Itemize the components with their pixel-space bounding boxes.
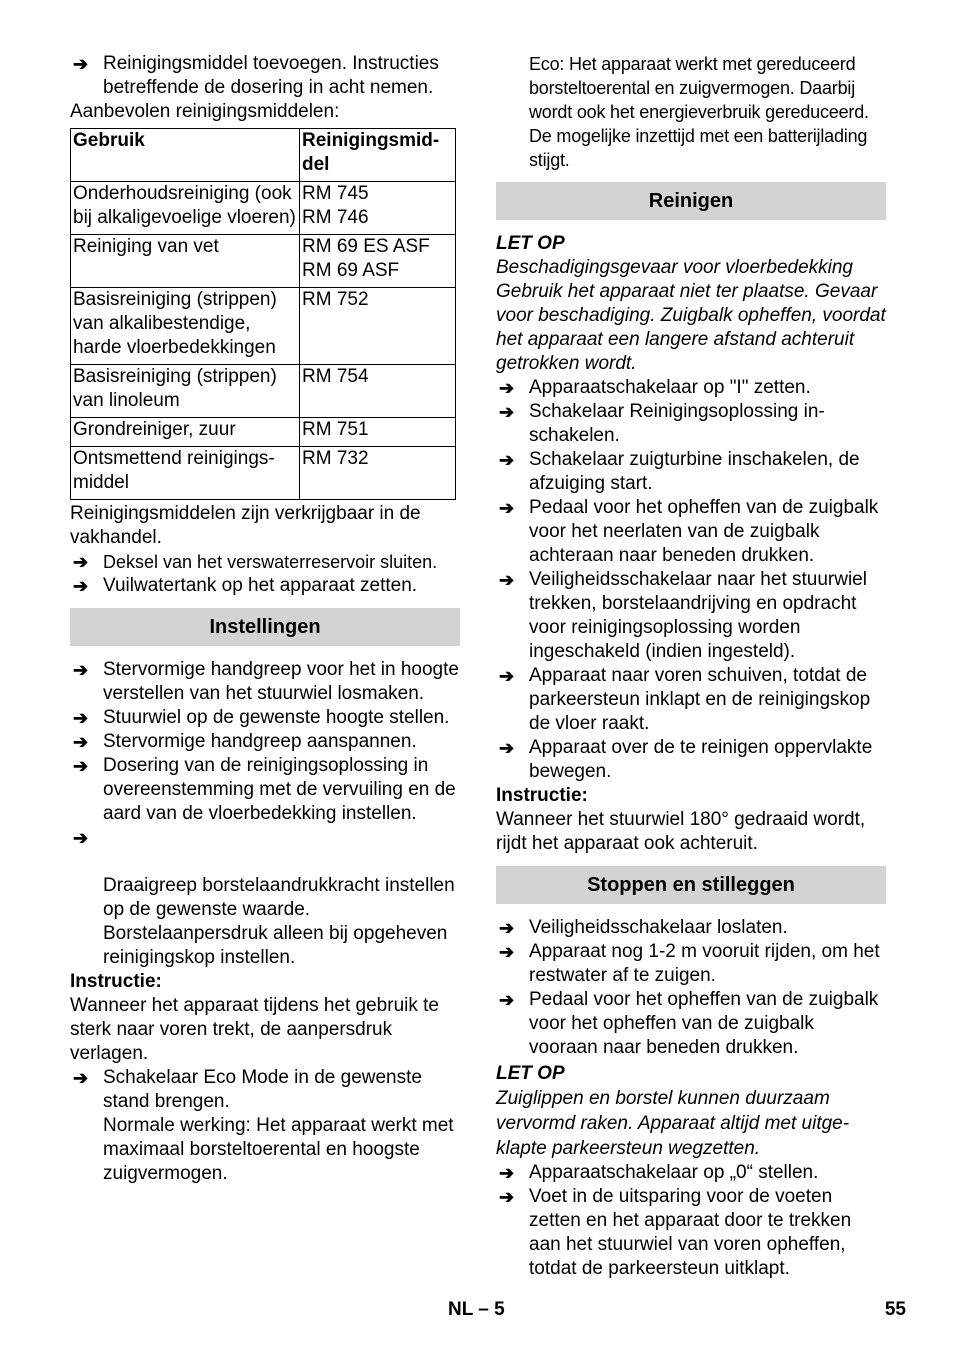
arrow-icon: ➔: [73, 660, 89, 680]
cleaning-step: [496, 376, 886, 400]
step-text: Apparaatschakelaar op "I" zetten.: [529, 377, 811, 398]
section-header-stop: Stoppen en stilleggen: [496, 866, 886, 904]
step-text: Schakelaar Eco Mode in de gewenste stand brengen.: [103, 1067, 422, 1112]
table-row: [71, 365, 456, 418]
settings-step: [70, 754, 460, 826]
arrow-icon: ➔: [499, 918, 515, 938]
notice-text: Beschadigingsgevaar voor vloerbedekking Gebruik het apparaat niet ter plaatse. Gevaar voor beschadiging. Zuigbalk opheffen, voordat het apparaat een langere afstand achteruit getrokken wordt.: [496, 257, 886, 374]
arrow-icon: ➔: [499, 378, 515, 398]
cleaning-step: [496, 400, 886, 448]
table-header-row: [71, 129, 456, 182]
footer-page-number: 55: [884, 1299, 906, 1320]
step-text: Deksel van het verswaterreservoir sluiten.: [103, 552, 438, 572]
table-cell-product: RM 751: [300, 418, 456, 447]
table-cell-product: RM 745 RM 746: [300, 182, 456, 235]
table-row: [71, 288, 456, 365]
settings-step: [70, 706, 460, 730]
table-row: [71, 235, 456, 288]
step-text: Veiligheidsschakelaar loslaten.: [529, 917, 788, 938]
normal-mode-text: Normale werking: Het apparaat werkt met maximaal borsteltoerental en hoogste zuigvermogen.: [103, 1115, 454, 1184]
eco-mode-text: Eco: Het apparaat werkt met gereduceerd borsteltoerental en zuigvermogen. Daarbij wordt ook het energieverbruik gereduceerd. De mogelijke inzettijd met een batterijlading stijgt.: [529, 54, 869, 170]
step-text: Stervormige handgreep aanspannen.: [103, 731, 417, 752]
arrow-icon: ➔: [73, 54, 89, 74]
stop-step: [496, 940, 886, 988]
step-text: Apparaatschakelaar op „0“ stellen.: [529, 1162, 819, 1183]
instruction-text: Wanneer het stuurwiel 180° gedraaid wordt, rijdt het apparaat ook achteruit.: [496, 809, 866, 854]
settings-step: [70, 826, 460, 970]
instruction-text: Wanneer het apparaat tijdens het gebruik te sterk naar voren trekt, de aanpersdruk verlagen.: [70, 995, 439, 1064]
table-cell-product: RM 754: [300, 365, 456, 418]
arrow-icon: ➔: [73, 756, 89, 776]
step-add-detergent: [70, 52, 460, 100]
step-place-tank: [70, 574, 460, 598]
left-column: [70, 52, 460, 1186]
step-text: Draaigreep borstelaandrukkracht instellen op de gewenste waarde. Borstelaanpersdruk alleen bij opgeheven reinigingskop instellen.: [103, 875, 455, 968]
step-text: Veiligheidsschakelaar naar het stuurwiel trekken, borstelaandrijving en opdracht voor reinigingsoplossing worden ingeschakeld (indien ingesteld).: [529, 569, 867, 662]
step-text: Vuilwatertank op het apparaat zetten.: [103, 575, 418, 596]
step-text: Pedaal voor het opheffen van de zuigbalk voor het neerlaten van de zuigbalk achteraan naar beneden drukken.: [529, 497, 879, 566]
table-row: [71, 447, 456, 500]
table-cell-usage: Basisreiniging (strippen) van linoleum: [71, 365, 300, 418]
step-text: Schakelaar zuigturbine inschakelen, de afzuiging start.: [529, 449, 860, 494]
availability-text: Reinigingsmiddelen zijn verkrijgbaar in de vakhandel.: [70, 503, 421, 548]
step-text: Voet in de uitsparing voor de voeten zetten en het apparaat door te trekken aan het stuurwiel van voren opheffen, totdat de parkeersteun uitklapt.: [529, 1186, 852, 1279]
step-eco-mode: [70, 1066, 460, 1114]
arrow-icon: ➔: [73, 552, 89, 572]
stop-step: [496, 988, 886, 1060]
right-column: [496, 52, 886, 1281]
instruction-label: Instructie:: [70, 971, 162, 992]
footer-language-page: NL – 5: [448, 1299, 505, 1320]
cleaning-step: [496, 736, 886, 784]
arrow-icon: ➔: [73, 732, 89, 752]
step-text: Stuurwiel op de gewenste hoogte stellen.: [103, 707, 450, 728]
step-text: Stervormige handgreep voor het in hoogte verstellen van het stuurwiel losmaken.: [103, 659, 459, 704]
instruction-label: Instructie:: [496, 785, 588, 806]
arrow-icon: ➔: [73, 828, 89, 848]
notice-label: LET OP: [496, 1063, 565, 1084]
arrow-icon: ➔: [73, 708, 89, 728]
arrow-icon: ➔: [73, 576, 89, 596]
arrow-icon: ➔: [499, 450, 515, 470]
table-cell-usage: Grondreiniger, zuur: [71, 418, 300, 447]
arrow-icon: ➔: [499, 1163, 515, 1183]
cleaning-step: [496, 664, 886, 736]
step-text: Apparaat naar voren schuiven, totdat de parkeersteun inklapt en de reinigingskop de vloer raakt.: [529, 665, 871, 734]
table-cell-usage: Ontsmettend reinigingsmiddel: [71, 447, 300, 500]
table-header-detergent: Reinigingsmiddel: [300, 129, 456, 182]
arrow-icon: ➔: [499, 666, 515, 686]
arrow-icon: ➔: [499, 570, 515, 590]
step-close-lid: [70, 550, 460, 574]
table-cell-product: RM 69 ES ASF RM 69 ASF: [300, 235, 456, 288]
section-header-cleaning: Reinigen: [496, 182, 886, 220]
settings-step: [70, 658, 460, 706]
detergent-table: [70, 128, 456, 500]
arrow-icon: ➔: [73, 1068, 89, 1088]
cleaning-step: [496, 496, 886, 568]
arrow-icon: ➔: [499, 402, 515, 422]
arrow-icon: ➔: [499, 990, 515, 1010]
step-text: Apparaat nog 1-2 m vooruit rijden, om het restwater af te zuigen.: [529, 941, 880, 986]
table-cell-usage: Reiniging van vet: [71, 235, 300, 288]
step-text: Apparaat over de te reinigen oppervlakte bewegen.: [529, 737, 873, 782]
final-step: [496, 1161, 886, 1185]
table-row: [71, 418, 456, 447]
step-text: Reinigingsmiddel toevoegen. Instructies betreffende de dosering in acht nemen.: [103, 53, 439, 98]
stop-step: [496, 916, 886, 940]
table-cell-usage: Onderhoudsreiniging (ook bij alkaligevoelige vloeren): [71, 182, 300, 235]
table-row: [71, 182, 456, 235]
section-header-settings: Instellingen: [70, 608, 460, 646]
step-text: Schakelaar Reinigingsoplossing inschakelen.: [529, 401, 825, 446]
arrow-icon: ➔: [499, 942, 515, 962]
cleaning-step: [496, 568, 886, 664]
arrow-icon: ➔: [499, 1187, 515, 1207]
final-step: [496, 1185, 886, 1281]
notice-label: LET OP: [496, 233, 565, 254]
settings-step: [70, 730, 460, 754]
table-cell-usage: Basisreiniging (strippen) van alkalibestendige, harde vloerbedekkingen: [71, 288, 300, 365]
recommended-label: Aanbevolen reinigingsmiddelen:: [70, 101, 340, 122]
step-text: Pedaal voor het opheffen van de zuigbalk voor het opheffen van de zuigbalk vooraan naar beneden drukken.: [529, 989, 879, 1058]
arrow-icon: ➔: [499, 498, 515, 518]
table-cell-product: RM 752: [300, 288, 456, 365]
step-text: Dosering van de reinigingsoplossing in overeenstemming met de vervuiling en de aard van de vloerbedekking instellen.: [103, 755, 456, 824]
table-header-usage: Gebruik: [71, 129, 300, 182]
notice-text: Zuiglippen en borstel kunnen duurzaam vervormd raken. Apparaat altijd met uitgeklapte parkeersteun wegzetten.: [496, 1088, 850, 1159]
arrow-icon: ➔: [499, 738, 515, 758]
table-cell-product: RM 732: [300, 447, 456, 500]
cleaning-step: [496, 448, 886, 496]
